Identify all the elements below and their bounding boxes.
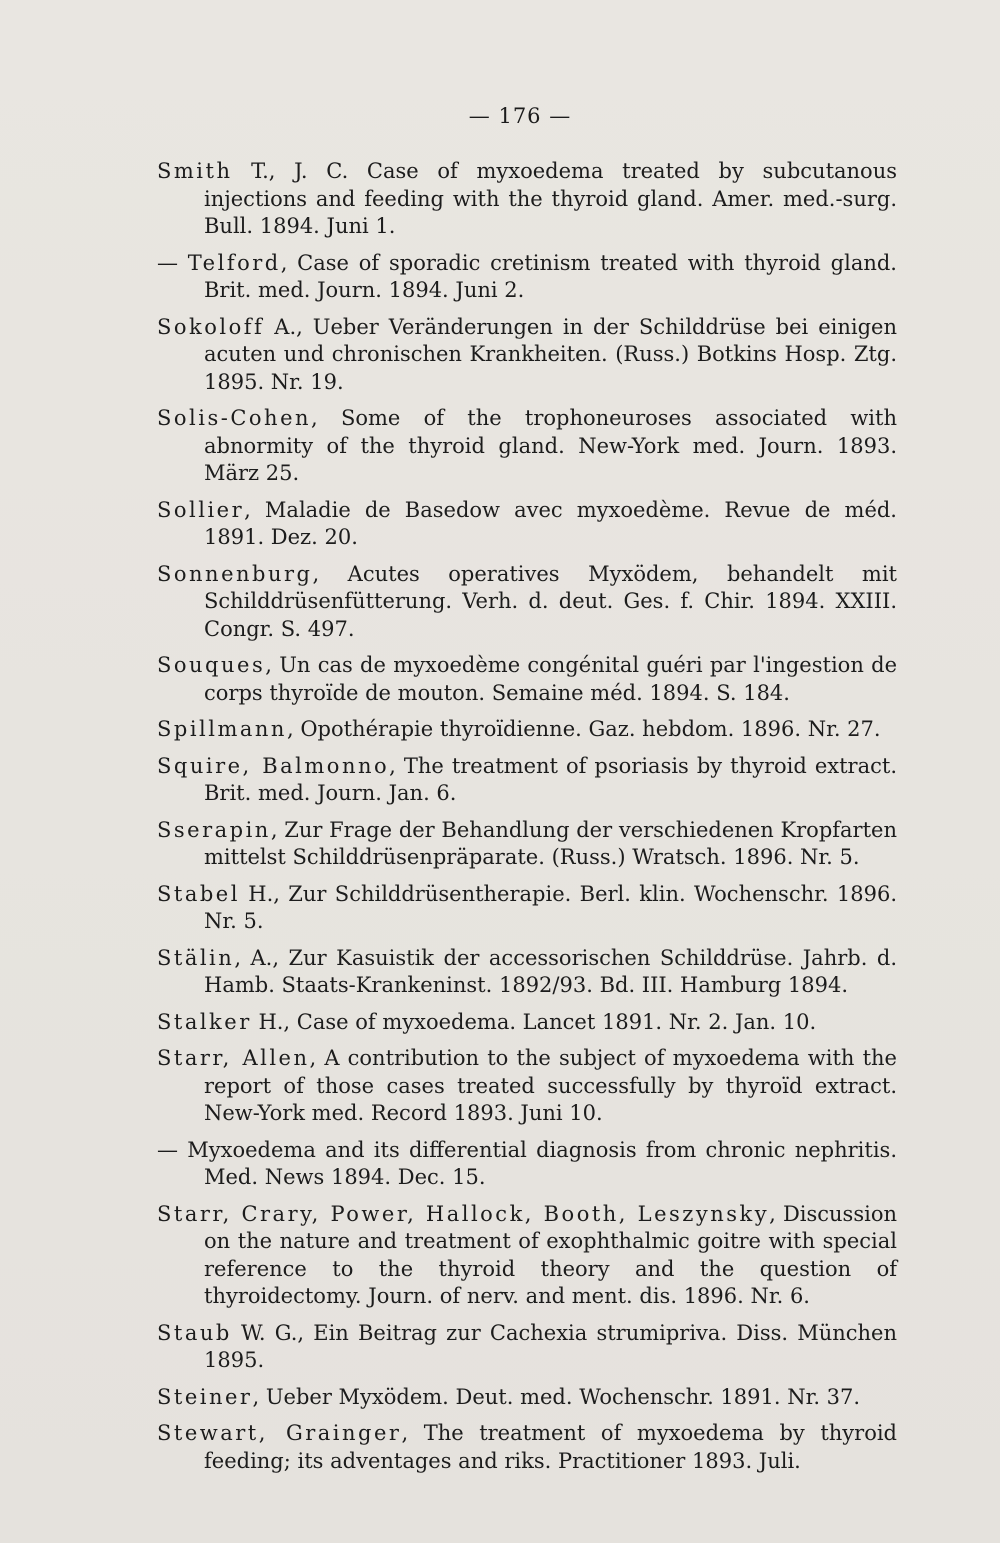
entry-text: , Zur Frage der Behandlung der verschiedenen Kropfarten mittelst Schilddrüsenpräparate. (Russ.) Wratsch. 1896. Nr. 5. xyxy=(204,817,897,869)
entry-author: Stälin xyxy=(157,945,235,970)
entry-text: H., Case of myxoedema. Lancet 1891. Nr. 2. Jan. 10. xyxy=(251,1009,817,1034)
entry-text: , Acutes operatives Myxödem, behandelt mit Schilddrüsenfütterung. Verh. d. deut. Ges. f. Chir. 1894. XXIII. Congr. S. 497. xyxy=(204,561,897,641)
entry-author: Telford xyxy=(187,250,281,275)
entry-text: , The treatment of myxoedema by thyroid feeding; its adventages and riks. Practitioner 1893. Juli. xyxy=(204,1421,897,1473)
bibliography-list xyxy=(157,158,897,1484)
entry-text: H., Zur Schilddrüsentherapie. Berl. klin. Wochenschr. 1896. Nr. 5. xyxy=(204,881,897,933)
entry-author: Staub xyxy=(157,1320,232,1345)
entry-author: Spillmann xyxy=(157,717,287,741)
bibliography-entry xyxy=(157,314,897,397)
entry-text: , A contribution to the subject of myxoedema with the report of those cases treated successfully by thyroïd extract. New-York med. Record 1893. Juni 10. xyxy=(204,1046,897,1125)
entry-text: , The treatment of psoriasis by thyroid extract. Brit. med. Journ. Jan. 6. xyxy=(204,753,897,805)
entry-text: W. G., Ein Beitrag zur Cachexia strumipriva. Diss. München 1895. xyxy=(204,1320,897,1372)
page-number: — 176 — xyxy=(468,104,572,128)
bibliography-entry xyxy=(157,1009,897,1037)
bibliography-entry xyxy=(157,1384,897,1412)
entry-text: T., J. C. Case of myxoedema treated by subcutanous injections and feeding with the thyroid gland. Amer. med.-surg. Bull. 1894. Juni 1. xyxy=(204,159,897,238)
entry-author: Steiner xyxy=(157,1384,253,1409)
entry-text: , Discussion on the nature and treatment of exophthalmic goitre with special reference to the thyroid theory and the question of thyroidectomy. Journ. of nerv. and ment. dis. 1896. Nr. 6. xyxy=(204,1201,897,1308)
bibliography-entry xyxy=(157,405,897,488)
entry-text: Myxoedema and its differential diagnosis from chronic nephritis. Med. News 1894. Dec. 15. xyxy=(187,1137,897,1189)
entry-author: Souques xyxy=(157,653,266,677)
entry-text: , Some of the trophoneuroses associated with abnormity of the thyroid gland. New-York med. Journ. 1893. März 25. xyxy=(204,406,897,485)
bibliography-entry xyxy=(157,881,897,936)
bibliography-entry xyxy=(157,716,897,744)
bibliography-entry xyxy=(157,1420,897,1475)
entry-author: Stewart, Grainger xyxy=(157,1421,402,1445)
entry-lead: — xyxy=(157,1137,188,1162)
bibliography-entry xyxy=(157,1137,897,1192)
bibliography-entry xyxy=(157,817,897,872)
entry-author: Sonnenburg xyxy=(157,561,313,586)
bibliography-entry xyxy=(157,1320,897,1375)
entry-text: A., Ueber Veränderungen in der Schilddrüse bei einigen acuten und chronischen Krankheiten. (Russ.) Botkins Hosp. Ztg. 1895. Nr. 19. xyxy=(204,314,897,394)
entry-author: Squire, Balmonno xyxy=(157,753,390,778)
entry-author: Sokoloff xyxy=(157,314,265,339)
entry-text: , Un cas de myxoedème congénital guéri par l'ingestion de corps thyroïde de mouton. Semaine méd. 1894. S. 184. xyxy=(204,653,897,705)
bibliography-entry xyxy=(157,250,897,305)
entry-text: , Case of sporadic cretinism treated with thyroid gland. Brit. med. Journ. 1894. Juni 2. xyxy=(204,250,897,302)
bibliography-entry xyxy=(157,497,897,552)
entry-author: Sollier xyxy=(157,497,245,522)
entry-author: Starr, Allen xyxy=(157,1046,310,1070)
bibliography-entry xyxy=(157,753,897,808)
entry-text: , Ueber Myxödem. Deut. med. Wochenschr. 1891. Nr. 37. xyxy=(252,1384,861,1409)
entry-author: Solis-Cohen xyxy=(157,406,312,430)
entry-text: , A., Zur Kasuistik der accessorischen Schilddrüse. Jahrb. d. Hamb. Staats-Krankeninst. 1892/93. Bd. III. Hamburg 1894. xyxy=(204,945,897,997)
bibliography-entry xyxy=(157,561,897,644)
entry-author: Starr, Crary, Power, Hallock, Booth, Leszynsky xyxy=(157,1201,770,1226)
bibliography-entry xyxy=(157,1045,897,1128)
entry-text: , Opothérapie thyroïdienne. Gaz. hebdom. 1896. Nr. 27. xyxy=(286,717,881,741)
entry-author: Stalker xyxy=(157,1009,252,1034)
bibliography-entry xyxy=(157,652,897,707)
entry-lead: — xyxy=(157,250,188,275)
bibliography-entry xyxy=(157,158,897,241)
entry-author: Stabel xyxy=(157,881,240,906)
bibliography-entry xyxy=(157,945,897,1000)
entry-author: Smith xyxy=(157,159,233,183)
bibliography-entry xyxy=(157,1201,897,1311)
entry-author: Sserapin xyxy=(157,817,271,842)
entry-text: , Maladie de Basedow avec myxoedème. Revue de méd. 1891. Dez. 20. xyxy=(204,497,897,549)
